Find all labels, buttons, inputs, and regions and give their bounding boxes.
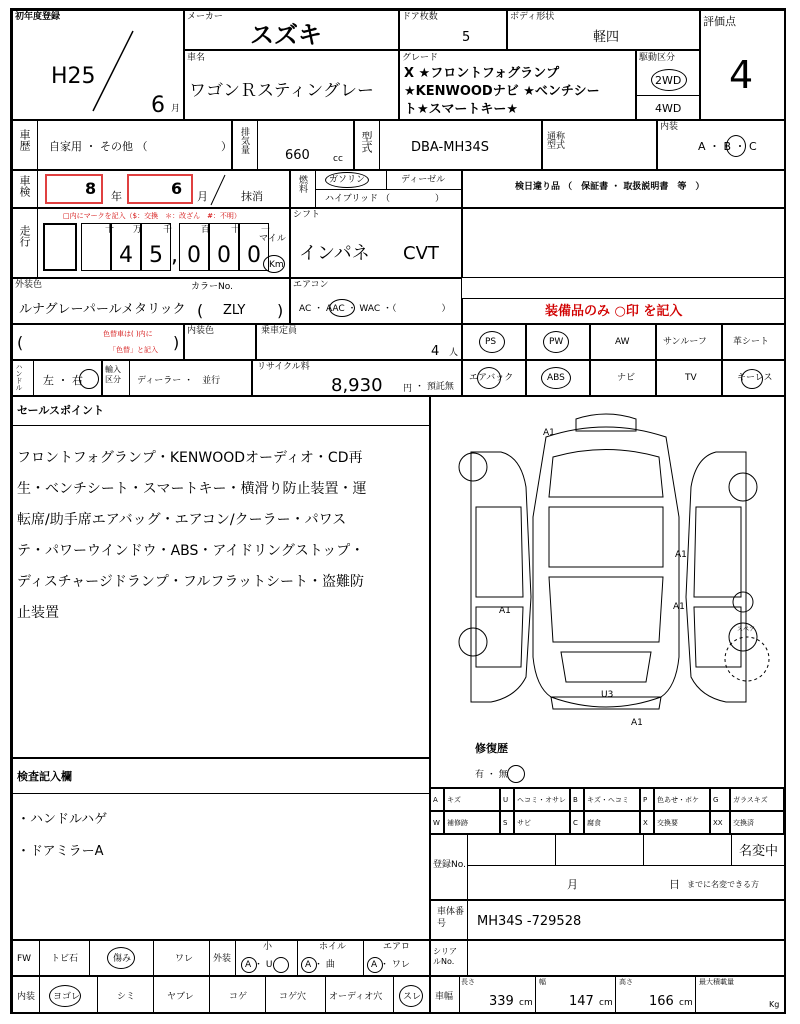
dim-d2 xyxy=(535,977,536,1013)
small-u-circle xyxy=(273,957,289,973)
exterior-color-value: ルナグレーパールメタリック xyxy=(19,302,186,317)
length-value: 339 xyxy=(489,994,514,1009)
inspector-notes-box xyxy=(12,758,430,940)
mileage-label: 走行 xyxy=(18,225,31,247)
ac-cell xyxy=(290,278,462,324)
capacity-label: 乗車定員 xyxy=(261,326,298,336)
inspection-cell xyxy=(12,170,290,208)
damage-mark-u3-rear: U3 xyxy=(601,690,614,700)
model-name-cell xyxy=(184,50,399,120)
ac-options: AC ・ AAC ・ WAC ・（ ） xyxy=(299,304,451,314)
aero-a-circle xyxy=(367,957,383,973)
color-no-value: ZLY xyxy=(223,303,246,318)
interior-cell xyxy=(657,120,786,170)
small-label: 小 xyxy=(263,942,273,952)
int-yabure: ヤブレ xyxy=(167,992,194,1002)
aero-label: エアロ xyxy=(383,942,411,952)
fw-d3 xyxy=(153,941,154,975)
fw-itami: 傷み xyxy=(113,954,132,964)
common-type-cell xyxy=(542,120,657,170)
int-d3 xyxy=(153,977,154,1013)
equip-navi-label: ナビ xyxy=(617,373,636,383)
mileage-cell xyxy=(12,208,290,278)
recycle-unit: 円 xyxy=(403,384,413,394)
history-cell xyxy=(12,120,232,170)
damage-mark-a1-left: A1 xyxy=(499,606,511,616)
int-d7 xyxy=(393,977,394,1013)
grade-label: グレード xyxy=(402,53,439,63)
equip-keyless-circle xyxy=(741,369,763,389)
inspector-note-1: ・ハンドルハゲ xyxy=(17,812,108,827)
load-label: 最大積載量 xyxy=(699,978,734,986)
equip-leather-label: 革シート xyxy=(733,337,770,347)
mileage-digit-5: 0 xyxy=(247,243,261,268)
registration-month: 6 xyxy=(151,93,165,118)
equip-keyless xyxy=(722,360,786,396)
dim-d1 xyxy=(459,977,460,1013)
fw-label: FW xyxy=(17,954,32,964)
equip-tv-label: TV xyxy=(685,373,697,383)
mileage-unit-hyaku: 百 xyxy=(201,225,211,235)
exterior-color-cell xyxy=(12,278,290,324)
fw-d6 xyxy=(297,941,298,975)
deadline-day: 日 xyxy=(669,878,680,891)
equip-abs-circle xyxy=(541,367,571,389)
color-change-note-2: 「色替」と記入 xyxy=(109,346,158,354)
notes-divider xyxy=(13,793,429,794)
equip-sunroof-label: サンルーフ xyxy=(663,337,707,347)
doors-label: ドア枚数 xyxy=(402,12,438,22)
type-value: DBA-MH34S xyxy=(411,140,490,155)
legend-desc: ガラスキズ xyxy=(730,788,784,811)
legend-desc: 交換済 xyxy=(730,811,784,834)
load-unit: Kg xyxy=(769,1000,780,1009)
sales-points-box xyxy=(12,396,430,758)
equip-abs xyxy=(526,360,590,396)
legend-table xyxy=(430,788,786,834)
int-sure-circle xyxy=(399,985,423,1007)
interior-damage-label: 内装 xyxy=(17,992,36,1002)
mileage-mile: マイル xyxy=(259,234,286,244)
mileage-km: Km xyxy=(269,260,284,270)
repair-title: 修復歴 xyxy=(475,742,508,755)
import-cell xyxy=(102,360,252,396)
inspector-notes-title: 検査記入欄 xyxy=(17,770,72,783)
fuel-cell xyxy=(290,170,462,208)
capacity-unit: 人 xyxy=(449,348,459,358)
capacity-cell xyxy=(256,324,462,360)
fuel-diesel: ディーゼル xyxy=(401,175,446,185)
equip-aw-label: AW xyxy=(615,337,630,347)
interior-grades: A ・ B ・ C xyxy=(698,140,757,153)
drive-cell xyxy=(636,50,700,120)
displacement-unit: cc xyxy=(333,154,343,164)
legend-code: C xyxy=(570,811,584,834)
doors-value: 5 xyxy=(462,30,471,45)
legend-code: A xyxy=(430,788,444,811)
width-unit: cm xyxy=(599,998,613,1008)
color-change-open: ( xyxy=(17,333,24,352)
dimensions-label: 車幅 xyxy=(435,992,454,1002)
mileage-unit-man: 万 xyxy=(133,225,143,235)
fuel-label: 燃料 xyxy=(297,175,307,193)
maker-cell xyxy=(184,10,399,50)
registration-hdivider xyxy=(467,865,785,866)
int-sure: スレ xyxy=(403,992,422,1002)
int-koge: コゲ xyxy=(229,992,248,1002)
exterior-label: 外装 xyxy=(213,954,232,964)
int-yogore: ヨゴレ xyxy=(53,992,81,1002)
mileage-note: □内にマークを記入（$：交換 ＊：改ざん #：不明） xyxy=(63,212,241,220)
chassis-divider xyxy=(467,901,468,939)
car-diagram-box xyxy=(430,396,786,788)
legend-desc: サビ xyxy=(514,811,570,834)
int-d1 xyxy=(39,977,40,1013)
mileage-digit-2: 5 xyxy=(149,243,163,268)
fw-d7 xyxy=(363,941,364,975)
fuel-gasoline-circle xyxy=(325,172,369,188)
fw-d4 xyxy=(209,941,210,975)
first-registration-cell xyxy=(12,10,184,120)
int-d4 xyxy=(209,977,210,1013)
inspection-slash xyxy=(209,171,229,207)
grade-line-3: ト★スマートキー★ xyxy=(404,102,519,117)
fuel-gasoline: ガソリン xyxy=(329,175,366,185)
inspection-month-unit: 月 xyxy=(197,190,208,203)
width-label: 幅 xyxy=(539,978,546,986)
equip-airbag-label: エアバック xyxy=(469,373,514,383)
fw-d2 xyxy=(89,941,90,975)
ac-label: エアコン xyxy=(293,280,329,290)
legend-code: P xyxy=(640,788,654,811)
score-label: 評価点 xyxy=(703,15,736,28)
legend-code: XX xyxy=(710,811,730,834)
mileage-comma: , xyxy=(171,243,178,268)
equipment-title: 装備品のみ ○印 を記入 xyxy=(545,304,683,319)
drive-2wd-circle xyxy=(651,69,687,91)
aac-circle xyxy=(329,299,355,317)
mileage-divider xyxy=(37,209,38,277)
color-no-label: カラーNo. xyxy=(191,282,233,292)
registration-label: 登録No. xyxy=(433,860,466,870)
shift-position: インパネ xyxy=(299,243,370,264)
legend-desc: 交換要 xyxy=(654,811,710,834)
legend-code: X xyxy=(640,811,654,834)
serial-cell xyxy=(430,940,786,976)
grade-cell xyxy=(399,50,636,120)
fw-tobiishi: トビ石 xyxy=(51,954,79,964)
small-value: A ・ U xyxy=(245,960,273,970)
model-name-label: 車名 xyxy=(187,53,206,63)
damage-mark-a1-right: A1 xyxy=(675,550,687,560)
equip-abs-label: ABS xyxy=(547,373,565,383)
damage-mark-a1-right-2: A1 xyxy=(673,602,685,612)
registration-year: H25 xyxy=(51,64,96,89)
handle-cell xyxy=(12,360,102,396)
sales-divider xyxy=(13,425,429,426)
documents-body-cell xyxy=(462,208,786,278)
legend-desc: 腐食 xyxy=(584,811,640,834)
legend-code: S xyxy=(500,811,514,834)
int-shimi: シミ xyxy=(117,992,136,1002)
mileage-digit-4: 0 xyxy=(217,243,231,268)
fuel-other: （ ） xyxy=(381,194,445,204)
wheel-value: A ・ 曲 xyxy=(305,960,335,970)
serial-label: シリアルNo. xyxy=(433,947,457,967)
recycle-value: 8,930 xyxy=(331,375,383,396)
sales-line: 転席/助手席エアバッグ・エアコン/クーラー・パワス xyxy=(17,512,347,528)
import-label: 輸入区分 xyxy=(105,365,121,384)
width-value: 147 xyxy=(569,994,594,1009)
shift-type: CVT xyxy=(403,243,439,264)
displacement-divider xyxy=(257,121,258,169)
doors-cell xyxy=(399,10,507,50)
fuel-vdivider xyxy=(386,171,387,189)
equip-pw-circle xyxy=(543,331,569,353)
wheel-label: ホイル xyxy=(319,942,347,952)
length-label: 長さ xyxy=(461,978,475,986)
equipment-title-cell xyxy=(462,298,786,324)
color-change-cell xyxy=(12,324,184,360)
name-change-label: 名変中 xyxy=(739,844,779,859)
equip-tv xyxy=(656,360,722,396)
sales-points-lines xyxy=(17,443,366,629)
damage-mark-a1-rear: A1 xyxy=(631,718,643,728)
mileage-unit-juman: 十 xyxy=(105,225,115,235)
body-cell xyxy=(507,10,700,50)
color-no-close: ) xyxy=(277,301,284,320)
length-unit: cm xyxy=(519,998,533,1008)
first-registration-label: 初年度登録 xyxy=(15,12,61,22)
dimensions-cell xyxy=(430,976,786,1014)
import-divider xyxy=(129,361,130,395)
score-value: 4 xyxy=(729,53,754,97)
shift-label: シフト xyxy=(293,210,321,220)
maker-value: スズキ xyxy=(250,21,322,49)
fuel-hdivider xyxy=(315,189,461,190)
repair-value: 有 ・ 無 xyxy=(475,770,508,780)
equip-ps xyxy=(462,324,526,360)
documents-title: 検日違り品 （ 保証書 ・ 取扱説明書 等 ） xyxy=(515,182,705,192)
interior-b-circle xyxy=(726,135,746,157)
history-divider xyxy=(37,121,38,169)
type-label: 型式 xyxy=(360,131,373,153)
int-d2 xyxy=(97,977,98,1013)
int-koge-ana: コゲ穴 xyxy=(279,992,307,1002)
history-value: 自家用 ・ その他 （ xyxy=(49,140,148,153)
sales-points-title: セールスポイント xyxy=(17,404,105,417)
legend-desc: ヘコミ・オサレ xyxy=(514,788,570,811)
equip-ps-label: PS xyxy=(485,337,497,347)
equip-pw xyxy=(526,324,590,360)
legend-desc: キズ xyxy=(444,788,500,811)
sales-line: 止装置 xyxy=(17,605,59,621)
inspection-label: 車検 xyxy=(18,175,31,197)
legend-desc: 補修跡 xyxy=(444,811,500,834)
mileage-mark-box xyxy=(43,223,77,271)
handle-value: 左 ・ 右 xyxy=(43,374,83,387)
legend-code: G xyxy=(710,788,730,811)
wheel-a-circle xyxy=(301,957,317,973)
handle-label: ハンドル xyxy=(15,363,23,391)
aero-value: A ・ ワレ xyxy=(371,960,410,970)
equip-navi xyxy=(590,360,656,396)
equip-sunroof xyxy=(656,324,722,360)
drive-4wd: 4WD xyxy=(655,102,682,115)
registration-divider xyxy=(467,835,468,899)
model-name-value: ワゴンＲスティングレー xyxy=(189,81,374,101)
sales-line: テ・パワーウインドウ・ABS・アイドリングストップ・ xyxy=(17,543,365,559)
fw-d5 xyxy=(235,941,236,975)
registration-v3 xyxy=(731,835,732,865)
capacity-value: 4 xyxy=(431,344,440,359)
equip-airbag xyxy=(462,360,526,396)
recycle-cell xyxy=(252,360,462,396)
drive-2wd: 2WD xyxy=(655,74,682,87)
history-close: ） xyxy=(221,140,232,153)
handle-right-circle xyxy=(79,369,99,389)
legend-code: U xyxy=(500,788,514,811)
legend-desc: 色あせ・ボケ xyxy=(654,788,710,811)
sales-line: フロントフォグランプ・KENWOODオーディオ・CD再 xyxy=(17,450,363,466)
chassis-label: 車体番号 xyxy=(437,907,465,929)
legend-code: B xyxy=(570,788,584,811)
int-d5 xyxy=(265,977,266,1013)
maker-label: メーカー xyxy=(187,12,223,22)
equip-keyless-label: キーレス xyxy=(737,373,773,383)
color-change-close: ) xyxy=(173,333,180,352)
recycle-label: リサイクル料 xyxy=(257,362,310,372)
equip-ps-circle xyxy=(479,331,505,353)
inspector-note-2: ・ドアミラーA xyxy=(17,844,104,859)
spare-label: スペア xyxy=(737,626,756,633)
height-value: 166 xyxy=(649,994,674,1009)
type-divider xyxy=(379,121,380,169)
history-label: 車歴 xyxy=(18,129,31,151)
legend-desc: キズ・ヘコミ xyxy=(584,788,640,811)
fw-d1 xyxy=(39,941,40,975)
registration-v1 xyxy=(555,835,556,865)
damage-mark-a1-front: A1 xyxy=(543,428,555,438)
legend-code: W xyxy=(430,811,444,834)
deadline-month: 月 xyxy=(567,878,578,891)
grade-line-1: X ★フロントフォグランプ xyxy=(404,66,560,81)
handle-divider xyxy=(33,361,34,395)
registration-cell xyxy=(430,834,786,900)
mileage-digit-1: 4 xyxy=(119,243,133,268)
import-value: ディーラー ・ 並行 xyxy=(137,376,221,386)
interior-color-label: 内装色 xyxy=(187,326,215,336)
chassis-value: MH34S -729528 xyxy=(477,914,582,929)
mileage-unit-sen: 千 xyxy=(163,225,173,235)
interior-color-cell xyxy=(184,324,256,360)
shift-cell xyxy=(290,208,462,278)
color-no-open: ( xyxy=(197,301,204,320)
mileage-unit-ichi: 一 xyxy=(261,225,271,235)
displacement-label: 排気量 xyxy=(239,127,249,154)
month-unit: 月 xyxy=(171,104,181,114)
body-value: 軽四 xyxy=(593,30,620,45)
fuel-hybrid: ハイブリッド xyxy=(325,194,379,204)
displacement-cell xyxy=(232,120,354,170)
exterior-color-label: 外装色 xyxy=(15,280,43,290)
repair-none-circle xyxy=(507,765,525,783)
inspection-month-box xyxy=(127,174,193,204)
serial-divider xyxy=(467,941,468,975)
inspection-divider xyxy=(37,171,38,207)
deadline-text: までに名変できる方 xyxy=(687,880,759,889)
grade-line-2: ★KENWOODナビ ★ベンチシー xyxy=(404,84,600,99)
score-cell xyxy=(700,10,786,120)
documents-cell xyxy=(462,170,786,208)
interior-label: 内装 xyxy=(660,122,679,132)
equip-pw-label: PW xyxy=(549,337,564,347)
sales-line: ディスチャージドランプ・フルフラットシート・盗難防 xyxy=(17,574,365,590)
drive-label: 駆動区分 xyxy=(639,53,676,63)
small-a-circle xyxy=(241,957,257,973)
equip-leather xyxy=(722,324,786,360)
mileage-km-circle xyxy=(263,255,285,273)
inspection-year: 8 xyxy=(85,179,97,198)
recycle-deposit: ・ 預託無 xyxy=(415,382,454,392)
height-label: 高さ xyxy=(619,978,633,986)
equip-airbag-circle xyxy=(477,367,501,389)
registration-v2 xyxy=(643,835,644,865)
int-yogore-circle xyxy=(49,985,81,1007)
sales-line: 生・ベンチシート・スマートキー・横滑り防止装置・運 xyxy=(17,481,367,497)
inspection-massho: 抹消 xyxy=(241,190,263,203)
car-diagram xyxy=(431,397,787,789)
drive-divider xyxy=(637,95,699,96)
fw-itami-circle xyxy=(107,947,135,969)
height-unit: cm xyxy=(679,998,693,1008)
mileage-unit-ju: 十 xyxy=(231,225,241,235)
dim-d4 xyxy=(695,977,696,1013)
mileage-digit-3: 0 xyxy=(187,243,201,268)
body-label: ボディ形状 xyxy=(510,12,555,22)
fw-row xyxy=(12,940,430,976)
chassis-cell xyxy=(430,900,786,940)
int-audio-ana: オーディオ穴 xyxy=(329,992,383,1002)
inspection-year-unit: 年 xyxy=(111,190,122,203)
inspection-month: 6 xyxy=(171,179,183,198)
common-type-label: 通称型式 xyxy=(547,132,566,151)
int-d6 xyxy=(325,977,326,1013)
fw-ware: ワレ xyxy=(175,954,194,964)
equip-aw xyxy=(590,324,656,360)
type-cell xyxy=(354,120,542,170)
color-change-note-1: 色替車は( )内に xyxy=(103,330,153,338)
displacement-value: 660 xyxy=(285,148,310,163)
auction-sheet xyxy=(10,8,786,1014)
interior-damage-row xyxy=(12,976,430,1014)
dim-d3 xyxy=(615,977,616,1013)
